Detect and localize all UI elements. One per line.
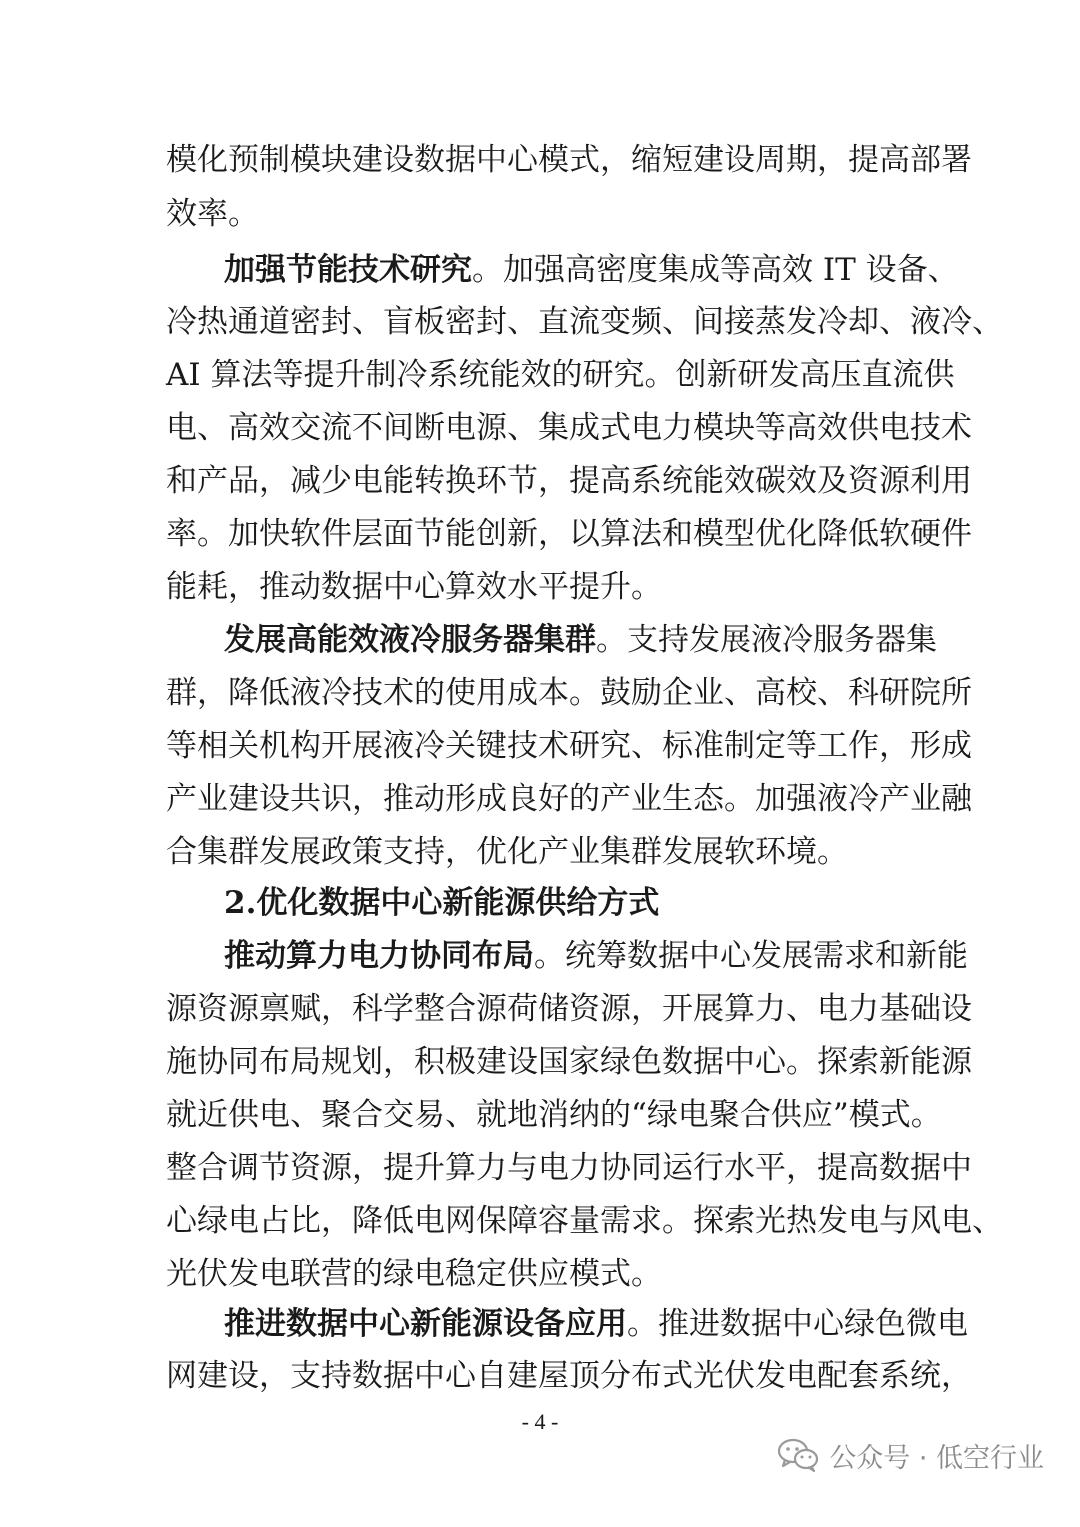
paragraph-text: 。统筹数据中心发展需求和新能 — [534, 938, 968, 974]
paragraph-line: 冷热通道密封、盲板密封、直流变频、间接蒸发冷却、液冷、 — [166, 304, 1003, 340]
paragraph-lead: 加强节能技术研究 — [224, 252, 472, 288]
paragraph-line: 源资源禀赋，科学整合源荷储资源，开展算力、电力基础设 — [166, 991, 972, 1027]
paragraph-text: 。加强高密度集成等高效 IT 设备、 — [472, 252, 959, 288]
watermark-text: 公众号 · 低空行业 — [829, 1442, 1044, 1474]
paragraph-text: 。支持发展液冷服务器集 — [596, 622, 937, 658]
paragraph-line: 能耗，推动数据中心算效水平提升。 — [166, 569, 662, 605]
wechat-icon — [777, 1437, 819, 1473]
paragraph-lead: 推进数据中心新能源设备应用 — [224, 1306, 627, 1342]
paragraph-first-line — [224, 1304, 968, 1344]
paragraph-line: 心绿电占比，降低电网保障容量需求。探索光热发电与风电、 — [166, 1203, 1003, 1239]
paragraph-line: 光伏发电联营的绿电稳定供应模式。 — [166, 1256, 662, 1292]
paragraph-line: 就近供电、聚合交易、就地消纳的“绿电聚合供应”模式。 — [166, 1097, 942, 1133]
paragraph-line: 模化预制模块建设数据中心模式，缩短建设周期，提高部署 — [166, 142, 972, 178]
paragraph-line: 效率。 — [166, 196, 259, 232]
paragraph-line: AI 算法等提升制冷系统能效的研究。创新研发高压直流供 — [166, 357, 955, 393]
paragraph-line: 等相关机构开展液冷关键技术研究、标准制定等工作，形成 — [166, 728, 972, 764]
paragraph-line: 群，降低液冷技术的使用成本。鼓励企业、高校、科研院所 — [166, 675, 972, 711]
watermark — [777, 1433, 1044, 1477]
paragraph-line: 合集群发展政策支持，优化产业集群发展软环境。 — [166, 834, 848, 870]
paragraph-line: 率。加快软件层面节能创新，以算法和模型优化降低软硬件 — [166, 516, 972, 552]
paragraph-line: 网建设，支持数据中心自建屋顶分布式光伏发电配套系统， — [166, 1358, 972, 1394]
paragraph-line: 整合调节资源，提升算力与电力协同运行水平，提高数据中 — [166, 1150, 972, 1186]
paragraph-first-line — [224, 250, 959, 290]
paragraph-line: 和产品，减少电能转换环节，提高系统能效碳效及资源利用 — [166, 463, 972, 499]
paragraph-line: 施协同布局规划，积极建设国家绿色数据中心。探索新能源 — [166, 1044, 972, 1080]
paragraph-text: 。推进数据中心绿色微电 — [627, 1306, 968, 1342]
paragraph-lead: 发展高能效液冷服务器集群 — [224, 622, 596, 658]
page-number: - 4 - — [521, 1409, 559, 1434]
paragraph-line: 电、高效交流不间断电源、集成式电力模块等高效供电技术 — [166, 410, 972, 446]
paragraph-line: 产业建设共识，推动形成良好的产业生态。加强液冷产业融 — [166, 781, 972, 817]
paragraph-first-line — [224, 620, 937, 660]
section-heading: 2.优化数据中心新能源供给方式 — [224, 885, 660, 921]
paragraph-first-line — [224, 936, 968, 976]
paragraph-lead: 推动算力电力协同布局 — [224, 938, 534, 974]
